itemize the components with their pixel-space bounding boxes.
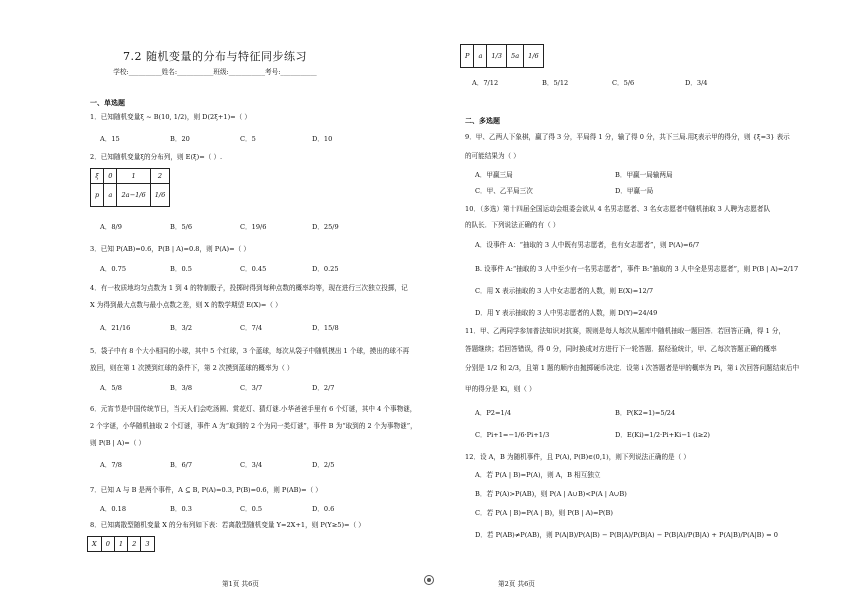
table-cell: 1	[117, 169, 150, 184]
q9-option-d: D．甲赢一局	[615, 187, 654, 195]
table-cell: 1/6	[524, 45, 544, 68]
q8-distribution-table-x	[87, 536, 155, 552]
q9-option-b: B．甲赢一局输两局	[615, 171, 673, 179]
question-7: 7．已知 A 与 B 是两个事件，A ⊆ B, P(A)=0.3, P(B)=0.6，则 P(AB)=（ ）	[90, 486, 322, 494]
q2-distribution-table	[90, 168, 170, 207]
q2-option-d: D．25/9	[312, 223, 339, 231]
q11-option-b: B．P(K2=1)=5/24	[615, 409, 676, 417]
question-9-line1: 9．甲、乙两人下象棋，赢了得 3 分，平局得 1 分，输了得 0 分，共下三局.用ξ表示甲的得分，则 {ξ=3} 表示	[465, 133, 790, 141]
q10-option-c: C．用 X 表示抽取的 3 人中女志愿者的人数，则 E(X)=12/7	[475, 287, 654, 295]
table-cell: a	[104, 184, 117, 207]
q4-option-a: A．21/16	[100, 324, 131, 332]
table-cell: 0	[101, 537, 114, 552]
q11-option-c: C．Pi+1=−1/6·Pi+1/3	[475, 431, 550, 439]
q11-option-a: A．P2=1/4	[475, 409, 512, 417]
right-page	[430, 0, 860, 608]
q12-option-d: D．若 P(AB)≠P(AB)，则 P(A|B)/P(A|B) − P(B|A)/P(B|A) − P(B|A)/P(B|A) + P(A|B)/P(A|B) = 0	[475, 531, 778, 539]
table-row	[461, 45, 544, 68]
question-12: 12．设 A，B 为随机事件，且 P(A), P(B)∈(0,1)，则下列说法正确的是（ ）	[465, 453, 690, 461]
page-number-right: 第2页 共6页	[498, 580, 535, 588]
table-cell: X	[88, 537, 102, 552]
table-cell: 1/6	[150, 184, 170, 207]
q1-option-c: C．5	[240, 135, 256, 143]
table-cell: a	[474, 45, 487, 68]
table-cell: 2	[150, 169, 170, 184]
q1-option-d: D．10	[312, 135, 333, 143]
q8-distribution-table-p	[460, 44, 544, 68]
table-cell: 0	[104, 169, 117, 184]
q1-option-b: B．20	[170, 135, 190, 143]
q5-option-a: A．5/8	[100, 384, 122, 392]
q9-option-c: C．甲、乙平局三次	[475, 187, 533, 195]
table-cell: 1/3	[487, 45, 507, 68]
q5-option-d: D．2/7	[312, 384, 335, 392]
question-6-line3: 则 P(B | A)=（ ）	[90, 439, 146, 447]
question-11-line1: 11．甲、乙两同学参加普法知识对抗赛，规则是每人每次从题库中随机抽取一题回答．若回答正确，得 1 分，	[465, 327, 786, 335]
q12-option-a: A．若 P(A | B)=P(A)，则 A，B 相互独立	[475, 471, 601, 479]
question-5-line2: 放回，则在第 1 次摸到红球的条件下，第 2 次摸到蓝球的概率为（ ）	[90, 364, 294, 372]
worksheet-title: 7.2 随机变量的分布与特征同步练习	[123, 50, 307, 63]
q4-option-d: D．15/8	[312, 324, 339, 332]
q2-option-c: C．19/6	[240, 223, 267, 231]
question-5-line1: 5．袋子中有 8 个大小相同的小球，其中 5 个红球，3 个蓝球，每次从袋子中随机摸出 1 个球，摸出的球不再	[90, 347, 410, 355]
q2-option-a: A．8/9	[100, 223, 122, 231]
table-cell: 3	[141, 537, 154, 552]
student-info-line: 学校:__________姓名:___________班级:___________考号:___________	[113, 68, 317, 76]
table-cell: 2a−1/6	[117, 184, 150, 207]
question-4-line1: 4．有一枚质地均匀点数为 1 到 4 的特制骰子，投掷时得到每种点数的概率均等，现在进行三次独立投掷，记	[90, 284, 408, 292]
table-row	[91, 169, 170, 184]
q5-option-b: B．3/8	[170, 384, 193, 392]
q10-option-b: B. 设事件 A:“抽取的 3 人中至少有一名男志愿者”，事件 B:“抽取的 3 人中全是男志愿者”，则 P(B | A)=2/17	[475, 265, 799, 273]
q9-option-a: A．甲赢三局	[475, 171, 513, 179]
q7-option-b: B．0.3	[170, 505, 192, 513]
section-single-choice: 一、单选题	[90, 98, 125, 107]
q6-option-d: D．2/5	[312, 461, 335, 469]
q6-option-b: B．6/7	[170, 461, 193, 469]
question-4-line2: X 为得到最大点数与最小点数之差，则 X 的数学期望 E(X)=（ ）	[90, 301, 282, 309]
table-row	[91, 184, 170, 207]
table-cell: P	[461, 45, 474, 68]
q10-option-d: D．用 Y 表示抽取的 3 人中男志愿者的人数，则 D(Y)=24/49	[475, 309, 658, 317]
question-11-line4: 甲的得分是 Ki，则（ ）	[465, 385, 536, 393]
q8-option-a: A．7/12	[472, 79, 499, 87]
question-3: 3．已知 P(AB)=0.6，P(B | A)=0.8，则 P(A)=（ ）	[90, 245, 250, 253]
question-11-line3: 分别是 1/2 和 2/3，且第 1 题的顺序由抛掷硬币决定．设第 i 次答题者是甲的概率为 Pi，第 i 次回答问题结束后中	[465, 364, 800, 372]
table-cell: p	[91, 184, 104, 207]
q5-option-c: C．3/7	[240, 384, 263, 392]
question-1: 1．已知随机变量ξ ~ B(10, 1/2)，则 D(2ξ+1)=（ ）	[90, 113, 251, 121]
question-10-line2: 的队长．下列说法正确的有（ ）	[465, 221, 560, 229]
question-10-line1: 10．（多选）第十四届全国运动会组委会欲从 4 名男志愿者、3 名女志愿者中随机抽取 3 人聘为志愿者队	[465, 205, 771, 213]
question-9-line2: 的可能结果为（ ）	[465, 152, 520, 160]
q6-option-a: A．7/8	[100, 461, 122, 469]
table-cell: 1	[114, 537, 127, 552]
q1-option-a: A．15	[100, 135, 120, 143]
q10-option-a: A．设事件 A：“抽取的 3 人中既有男志愿者，也有女志愿者”，则 P(A)=6/7	[475, 241, 700, 249]
page-number-left: 第1页 共6页	[222, 580, 259, 588]
q7-option-c: C．0.5	[240, 505, 263, 513]
table-cell: 2	[128, 537, 141, 552]
table-cell: ξ	[91, 169, 104, 184]
q11-option-d: D．E(Ki)=1/2·Pi+Ki−1 (i≥2)	[615, 431, 711, 439]
table-cell: 5a	[507, 45, 524, 68]
q3-option-c: C．0.45	[240, 265, 267, 273]
q7-option-a: A．0.18	[100, 505, 127, 513]
question-6-line1: 6．元宵节是中国传统节日，当天人们会吃汤圆、赏花灯、猜灯谜.小华爸爸手里有 6 个灯谜，其中 4 个事物谜，	[90, 405, 417, 413]
q12-option-b: B．若 P(A)>P(AB)，则 P(A | A∪B)<P(A | A∪B)	[475, 490, 627, 498]
question-2: 2．已知随机变量ξ的分布列，则 E(ξ)=（ ）.	[90, 153, 223, 161]
section-multiple-choice: 二、多选题	[465, 116, 500, 125]
q3-option-d: D．0.25	[312, 265, 339, 273]
q12-option-c: C．若 P(A | B)=P(A | B)，则 P(B | A)=P(B)	[475, 509, 613, 517]
q3-option-b: B．0.5	[170, 265, 192, 273]
question-11-line2: 答题继续；若回答错误，得 0 分，同时换成对方进行下一轮答题．据经验统计，甲、乙每次答题正确的概率	[465, 345, 777, 353]
q4-option-b: B．3/2	[170, 324, 193, 332]
question-8: 8．已知离散型随机变量 X 的分布列如下表：若离散型随机变量 Y=2X+1，则 P(Y≥5)=（ ）	[90, 521, 365, 529]
q3-option-a: A．0.75	[100, 265, 127, 273]
q8-option-c: C．5/6	[612, 79, 635, 87]
q8-option-b: B．5/12	[542, 79, 569, 87]
q7-option-d: D．0.6	[312, 505, 335, 513]
question-6-line2: 2 个字谜，小华随机抽取 2 个灯谜，事件 A 为“取到的 2 个为同一类灯谜”，事件 B 为“取到的 2 个为事物谜”，	[90, 422, 417, 430]
q6-option-c: C．3/4	[240, 461, 263, 469]
q2-option-b: B．5/6	[170, 223, 193, 231]
table-row	[88, 537, 155, 552]
q8-option-d: D．3/4	[685, 79, 708, 87]
q4-option-c: C．7/4	[240, 324, 263, 332]
